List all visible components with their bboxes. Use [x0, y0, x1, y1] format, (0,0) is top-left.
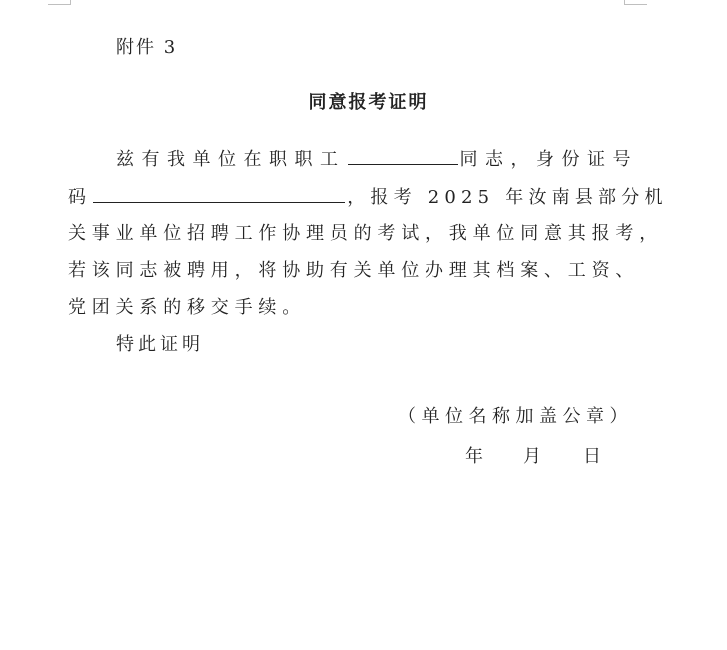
body-line-5: 党团关系的移交手续。 [68, 297, 306, 318]
date-month-label: 月 [523, 446, 541, 467]
body-line-2-end: ，报考 2025 年汝南县部分机 [347, 187, 668, 208]
date-year-label: 年 [465, 446, 483, 467]
body-line-2-start: 码 [68, 187, 92, 208]
closing-statement: 特此证明 [116, 334, 204, 355]
id-number-blank[interactable] [93, 184, 345, 203]
body-line-1 [116, 146, 638, 172]
body-line-1-start: 兹有我单位在职职工 [116, 149, 346, 170]
attachment-label: 附件 3 [116, 37, 178, 58]
employee-name-blank[interactable] [348, 146, 458, 165]
official-seal-note: （单位名称加盖公章） [398, 406, 633, 427]
body-line-1-end: 同志，身份证号 [459, 149, 638, 170]
top-left-margin-mark [48, 0, 71, 5]
body-line-3: 关事业单位招聘工作协理员的考试，我单位同意其报考， [68, 223, 663, 244]
body-line-4: 若该同志被聘用，将协助有关单位办理其档案、工资、 [68, 260, 640, 281]
body-line-2 [68, 184, 668, 210]
date-day-label: 日 [583, 446, 601, 467]
document-title: 同意报考证明 [308, 92, 429, 113]
top-right-margin-mark [624, 0, 647, 5]
